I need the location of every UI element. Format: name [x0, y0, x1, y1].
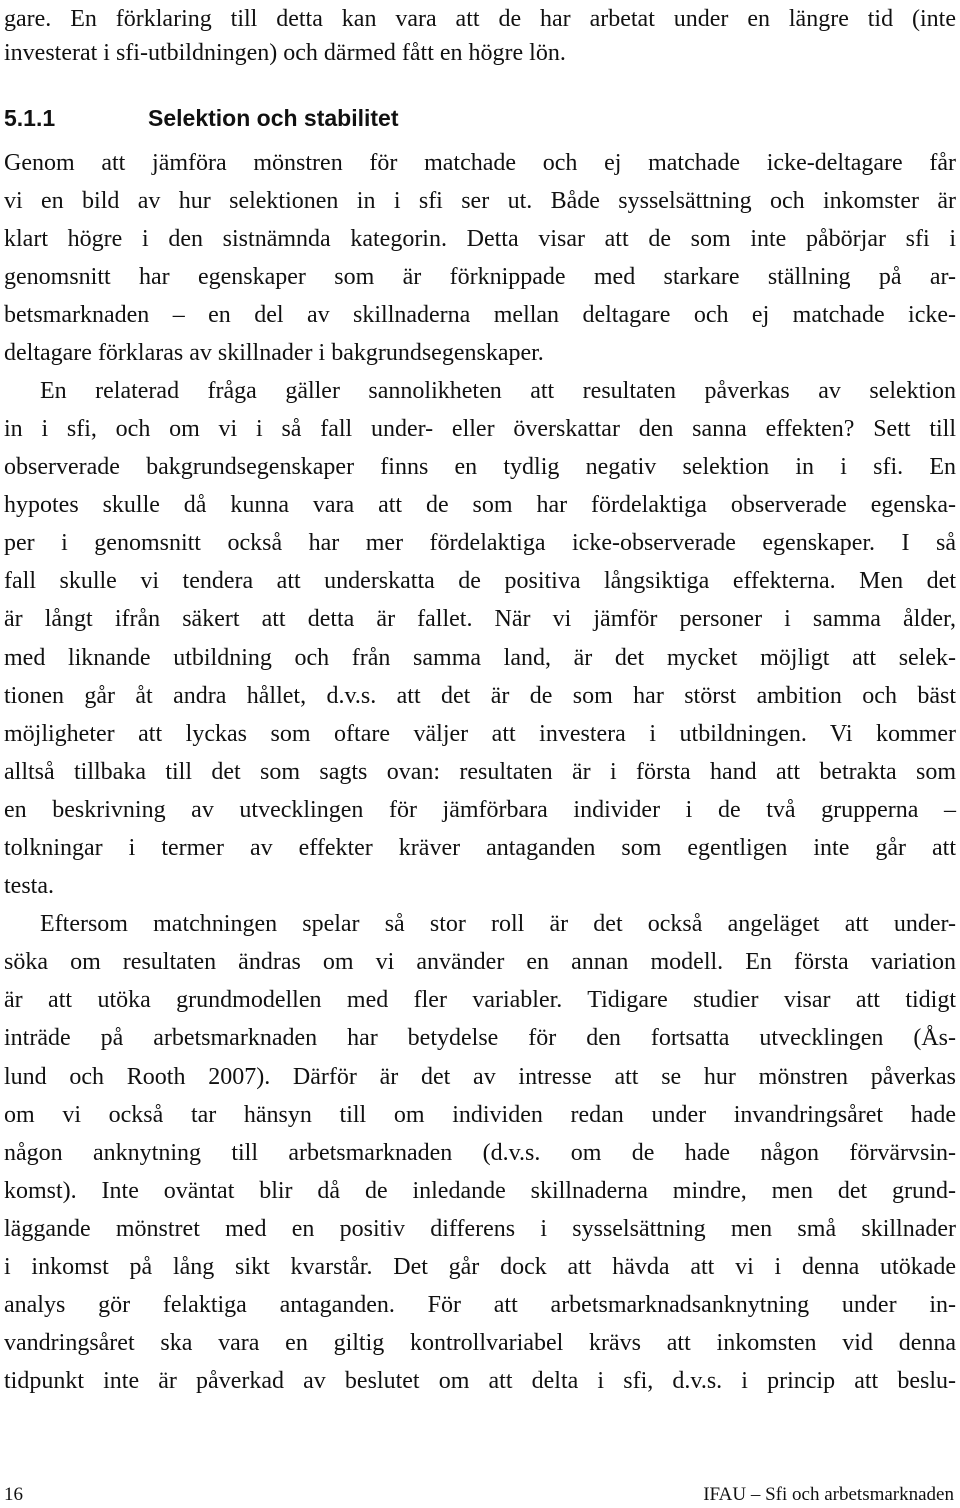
body-line: med liknande utbildning och från samma land, är det mycket möjligt att selek-	[4, 645, 956, 671]
body-line: in i sfi, och om vi i så fall under- eller överskattar den sanna effekten? Sett till	[4, 416, 956, 442]
section-number: 5.1.1	[4, 105, 56, 131]
body-line: tionen går åt andra hållet, d.v.s. att det är de som har störst ambition och bäst	[4, 683, 956, 709]
page-number: 16	[4, 1484, 23, 1505]
body-line: tidpunkt inte är påverkad av beslutet om att delta i sfi, d.v.s. i princip att beslu-	[4, 1368, 956, 1394]
body-line: Eftersom matchningen spelar så stor roll är det också angeläget att under-	[40, 911, 956, 937]
body-line: tolkningar i termer av effekter kräver antaganden som egentligen inte går att	[4, 835, 956, 861]
body-line: observerade bakgrundsegenskaper finns en tydlig negativ selektion in i sfi. En	[4, 454, 956, 480]
body-line: alltså tillbaka till det som sagts ovan: resultaten är i första hand att betrakta som	[4, 759, 956, 785]
body-line: investerat i sfi-utbildningen) och därmed fått en högre lön.	[4, 40, 566, 66]
body-line: är att utöka grundmodellen med fler variabler. Tidigare studier visar att tidigt	[4, 987, 956, 1013]
body-line: betsmarknaden – en del av skillnaderna mellan deltagare och ej matchade icke-	[4, 302, 956, 328]
body-line: fall skulle vi tendera att underskatta de positiva långsiktiga effekterna. Men det	[4, 568, 956, 594]
body-line: är långt ifrån säkert att detta är fallet. När vi jämför personer i samma ålder,	[4, 606, 956, 632]
section-title: Selektion och stabilitet	[148, 105, 399, 131]
body-line: analys gör felaktiga antaganden. För att arbetsmarknadsanknytning under in-	[4, 1292, 956, 1318]
body-line: testa.	[4, 873, 54, 899]
body-line: i inkomst på lång sikt kvarstår. Det går dock att hävda att vi i denna utökade	[4, 1254, 956, 1280]
body-line: vandringsåret ska vara en giltig kontrollvariabel krävs att inkomsten vid denna	[4, 1330, 956, 1356]
body-line: lund och Rooth 2007). Därför är det av intresse att se hur mönstren påverkas	[4, 1064, 956, 1090]
body-line: söka om resultaten ändras om vi använder en annan modell. En första variation	[4, 949, 956, 975]
body-line: komst). Inte oväntat blir då de inledande skillnaderna mindre, men det grund-	[4, 1178, 956, 1204]
body-line: inträde på arbetsmarknaden har betydelse för den fortsatta utvecklingen (Ås-	[4, 1025, 956, 1051]
body-line: En relaterad fråga gäller sannolikheten att resultaten påverkas av selektion	[40, 378, 956, 404]
body-line: Genom att jämföra mönstren för matchade och ej matchade icke-deltagare får	[4, 150, 956, 176]
body-line: vi en bild av hur selektionen in i sfi ser ut. Både sysselsättning och inkomster är	[4, 188, 956, 214]
body-line: om vi också tar hänsyn till om individen redan under invandringsåret hade	[4, 1102, 956, 1128]
body-line: någon anknytning till arbetsmarknaden (d.v.s. om de hade någon förvärvsin-	[4, 1140, 956, 1166]
body-line: läggande mönstret med en positiv differens i sysselsättning men små skillnader	[4, 1216, 956, 1242]
body-line: klart högre i den sistnämnda kategorin. Detta visar att de som inte påbörjar sfi i	[4, 226, 956, 252]
body-line: gare. En förklaring till detta kan vara att de har arbetat under en längre tid (inte	[4, 6, 956, 32]
body-line: deltagare förklaras av skillnader i bakgrundsegenskaper.	[4, 340, 544, 366]
body-line: genomsnitt har egenskaper som är förknippade med starkare ställning på ar-	[4, 264, 956, 290]
body-line: möjligheter att lyckas som oftare väljer att investera i utbildningen. Vi kommer	[4, 721, 956, 747]
body-line: per i genomsnitt också har mer fördelaktiga icke-observerade egenskaper. I så	[4, 530, 956, 556]
body-line: en beskrivning av utvecklingen för jämförbara individer i de två grupperna –	[4, 797, 956, 823]
running-footer: IFAU – Sfi och arbetsmarknaden	[703, 1484, 954, 1505]
body-line: hypotes skulle då kunna vara att de som har fördelaktiga observerade egenska-	[4, 492, 956, 518]
section-heading	[4, 103, 399, 133]
